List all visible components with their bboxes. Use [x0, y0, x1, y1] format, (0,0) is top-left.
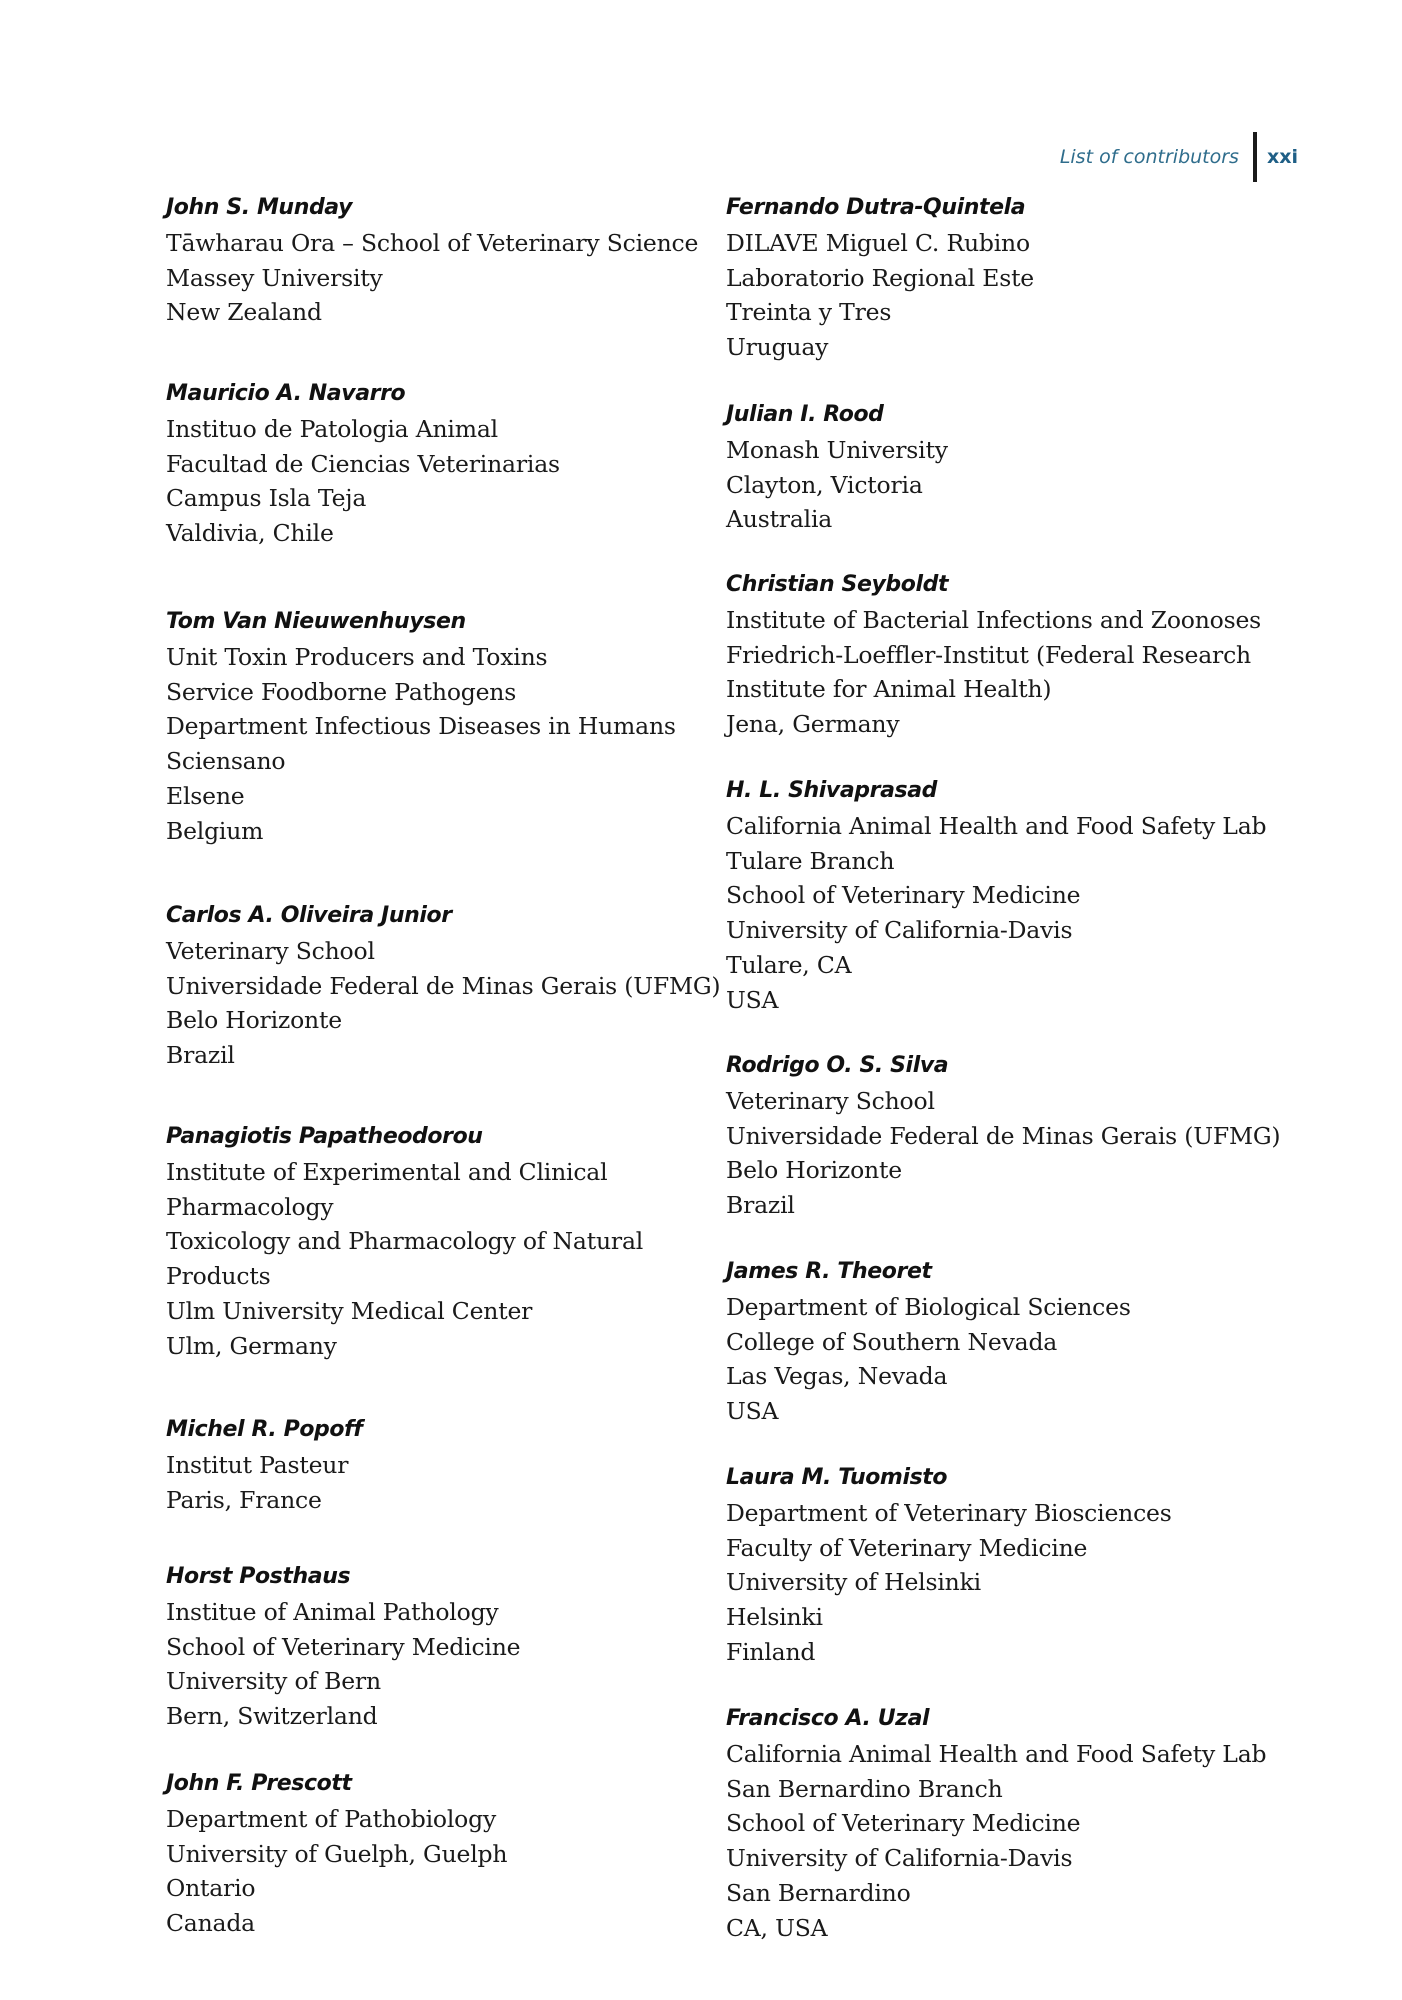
affiliation-line: Institut Pasteur — [166, 1450, 349, 1479]
affiliation-line: Department of Pathobiology — [166, 1804, 497, 1833]
contributor-name: H. L. Shivaprasad — [726, 778, 938, 803]
page-number: xxi — [1266, 146, 1298, 168]
contributor-entry — [166, 377, 766, 551]
affiliation-line: Paris, France — [166, 1485, 322, 1514]
affiliation-line: Service Foodborne Pathogens — [166, 677, 517, 706]
affiliation-line: CA, USA — [726, 1913, 828, 1942]
contributor-entry — [726, 191, 1326, 365]
running-head — [1060, 132, 1298, 182]
affiliation-line: Ulm University Medical Center — [166, 1296, 533, 1325]
contributor-name: Christian Seyboldt — [726, 572, 949, 597]
affiliation-line: Institute of Bacterial Infections and Zoonoses — [726, 605, 1262, 634]
affiliation-line: Department Infectious Diseases in Humans — [166, 712, 676, 741]
affiliation-line: New Zealand — [166, 298, 322, 327]
affiliation-line: Institue of Animal Pathology — [166, 1597, 499, 1626]
affiliation-line: Clayton, Victoria — [726, 470, 923, 499]
affiliation-line: Pharmacology — [166, 1192, 334, 1221]
header-divider — [1253, 132, 1257, 182]
affiliation-line: Toxicology and Pharmacology of Natural — [166, 1227, 644, 1256]
affiliation-line: School of Veterinary Medicine — [726, 881, 1081, 910]
contributor-entry — [166, 1560, 766, 1734]
affiliation-line: Finland — [726, 1637, 816, 1666]
affiliation-line: California Animal Health and Food Safety Lab — [726, 1739, 1267, 1768]
contributor-name: Tom Van Nieuwenhuysen — [166, 609, 466, 634]
contributor-name: Michel R. Popoff — [166, 1417, 363, 1442]
affiliation-line: Jena, Germany — [726, 710, 900, 739]
contributor-entry — [726, 1255, 1326, 1429]
contributor-name: Horst Posthaus — [166, 1564, 351, 1589]
affiliation-line: San Bernardino Branch — [726, 1774, 1003, 1803]
affiliation-line: Veterinary School — [166, 936, 375, 965]
contributor-name: Fernando Dutra-Quintela — [726, 195, 1026, 220]
affiliation-line: University of California-Davis — [726, 916, 1073, 945]
contributor-entry — [166, 1120, 766, 1364]
contributor-entry — [726, 1461, 1326, 1670]
affiliation-line: Brazil — [166, 1041, 235, 1070]
affiliation-line: Instituo de Patologia Animal — [166, 414, 498, 443]
affiliation-line: Department of Biological Sciences — [726, 1292, 1131, 1321]
affiliation-line: Universidade Federal de Minas Gerais (UFMG) — [726, 1121, 1281, 1150]
contributor-entry — [726, 568, 1326, 742]
contributor-entry — [166, 899, 766, 1073]
affiliation-line: USA — [726, 1397, 779, 1426]
contributor-entry — [166, 1413, 766, 1517]
affiliation-line: Belgium — [166, 816, 264, 845]
affiliation-line: Institute for Animal Health) — [726, 675, 1052, 704]
affiliation-line: Helsinki — [726, 1603, 823, 1632]
affiliation-line: Ulm, Germany — [166, 1331, 337, 1360]
affiliation-line: Tulare, CA — [726, 950, 852, 979]
affiliation-line: Universidade Federal de Minas Gerais (UFMG) — [166, 971, 721, 1000]
affiliation-line: Brazil — [726, 1191, 795, 1220]
affiliation-line: Friedrich-Loeffler-Institut (Federal Research — [726, 640, 1251, 669]
section-title: List of contributors — [1059, 146, 1239, 168]
contributor-entry — [166, 191, 766, 330]
affiliation-line: Laboratorio Regional Este — [726, 263, 1035, 292]
affiliation-line: California Animal Health and Food Safety Lab — [726, 811, 1267, 840]
affiliation-line: University of California-Davis — [726, 1844, 1073, 1873]
contributor-entry — [166, 1767, 766, 1941]
affiliation-line: San Bernardino — [726, 1878, 911, 1907]
affiliation-line: School of Veterinary Medicine — [726, 1809, 1081, 1838]
contributor-entry — [726, 1702, 1326, 1946]
contributor-name: Mauricio A. Navarro — [166, 381, 406, 406]
contributor-name: John F. Prescott — [166, 1771, 352, 1796]
affiliation-line: School of Veterinary Medicine — [166, 1632, 521, 1661]
affiliation-line: Massey University — [166, 263, 383, 292]
affiliation-line: Belo Horizonte — [166, 1006, 342, 1035]
contributor-name: Rodrigo O. S. Silva — [726, 1053, 949, 1078]
affiliation-line: Sciensano — [166, 747, 286, 776]
contributor-entry — [726, 398, 1326, 537]
affiliation-line: DILAVE Miguel C. Rubino — [726, 228, 1030, 257]
contributor-entry — [726, 774, 1326, 1018]
contributor-name: John S. Munday — [166, 195, 353, 220]
contributor-entry — [726, 1049, 1326, 1223]
contributor-entry — [166, 605, 766, 849]
affiliation-line: Tulare Branch — [726, 846, 895, 875]
affiliation-line: University of Helsinki — [726, 1568, 981, 1597]
affiliation-line: Treinta y Tres — [726, 298, 892, 327]
contributor-name: Francisco A. Uzal — [726, 1706, 930, 1731]
affiliation-line: University of Guelph, Guelph — [166, 1839, 508, 1868]
affiliation-line: Monash University — [726, 435, 948, 464]
affiliation-line: Department of Veterinary Biosciences — [726, 1498, 1172, 1527]
affiliation-line: Bern, Switzerland — [166, 1702, 378, 1731]
affiliation-line: Belo Horizonte — [726, 1156, 902, 1185]
affiliation-line: USA — [726, 985, 779, 1014]
contributor-name: Panagiotis Papatheodorou — [166, 1124, 483, 1149]
affiliation-line: Institute of Experimental and Clinical — [166, 1157, 608, 1186]
affiliation-line: Elsene — [166, 781, 245, 810]
affiliation-line: Valdivia, Chile — [166, 519, 334, 548]
affiliation-line: Canada — [166, 1909, 255, 1938]
affiliation-line: Facultad de Ciencias Veterinarias — [166, 449, 560, 478]
affiliation-line: Australia — [726, 505, 833, 534]
affiliation-line: Las Vegas, Nevada — [726, 1362, 948, 1391]
contributor-name: Laura M. Tuomisto — [726, 1465, 948, 1490]
affiliation-line: Faculty of Veterinary Medicine — [726, 1533, 1088, 1562]
affiliation-line: Products — [166, 1262, 271, 1291]
affiliation-line: Campus Isla Teja — [166, 484, 367, 513]
affiliation-line: Veterinary School — [726, 1086, 935, 1115]
contributor-name: Julian I. Rood — [726, 402, 884, 427]
affiliation-line: Uruguay — [726, 333, 829, 362]
affiliation-line: Tāwharau Ora – School of Veterinary Science — [166, 228, 699, 257]
affiliation-line: College of Southern Nevada — [726, 1327, 1058, 1356]
affiliation-line: University of Bern — [166, 1667, 381, 1696]
contributor-name: Carlos A. Oliveira Junior — [166, 903, 452, 928]
contributor-name: James R. Theoret — [726, 1259, 932, 1284]
affiliation-line: Ontario — [166, 1874, 256, 1903]
affiliation-line: Unit Toxin Producers and Toxins — [166, 642, 548, 671]
